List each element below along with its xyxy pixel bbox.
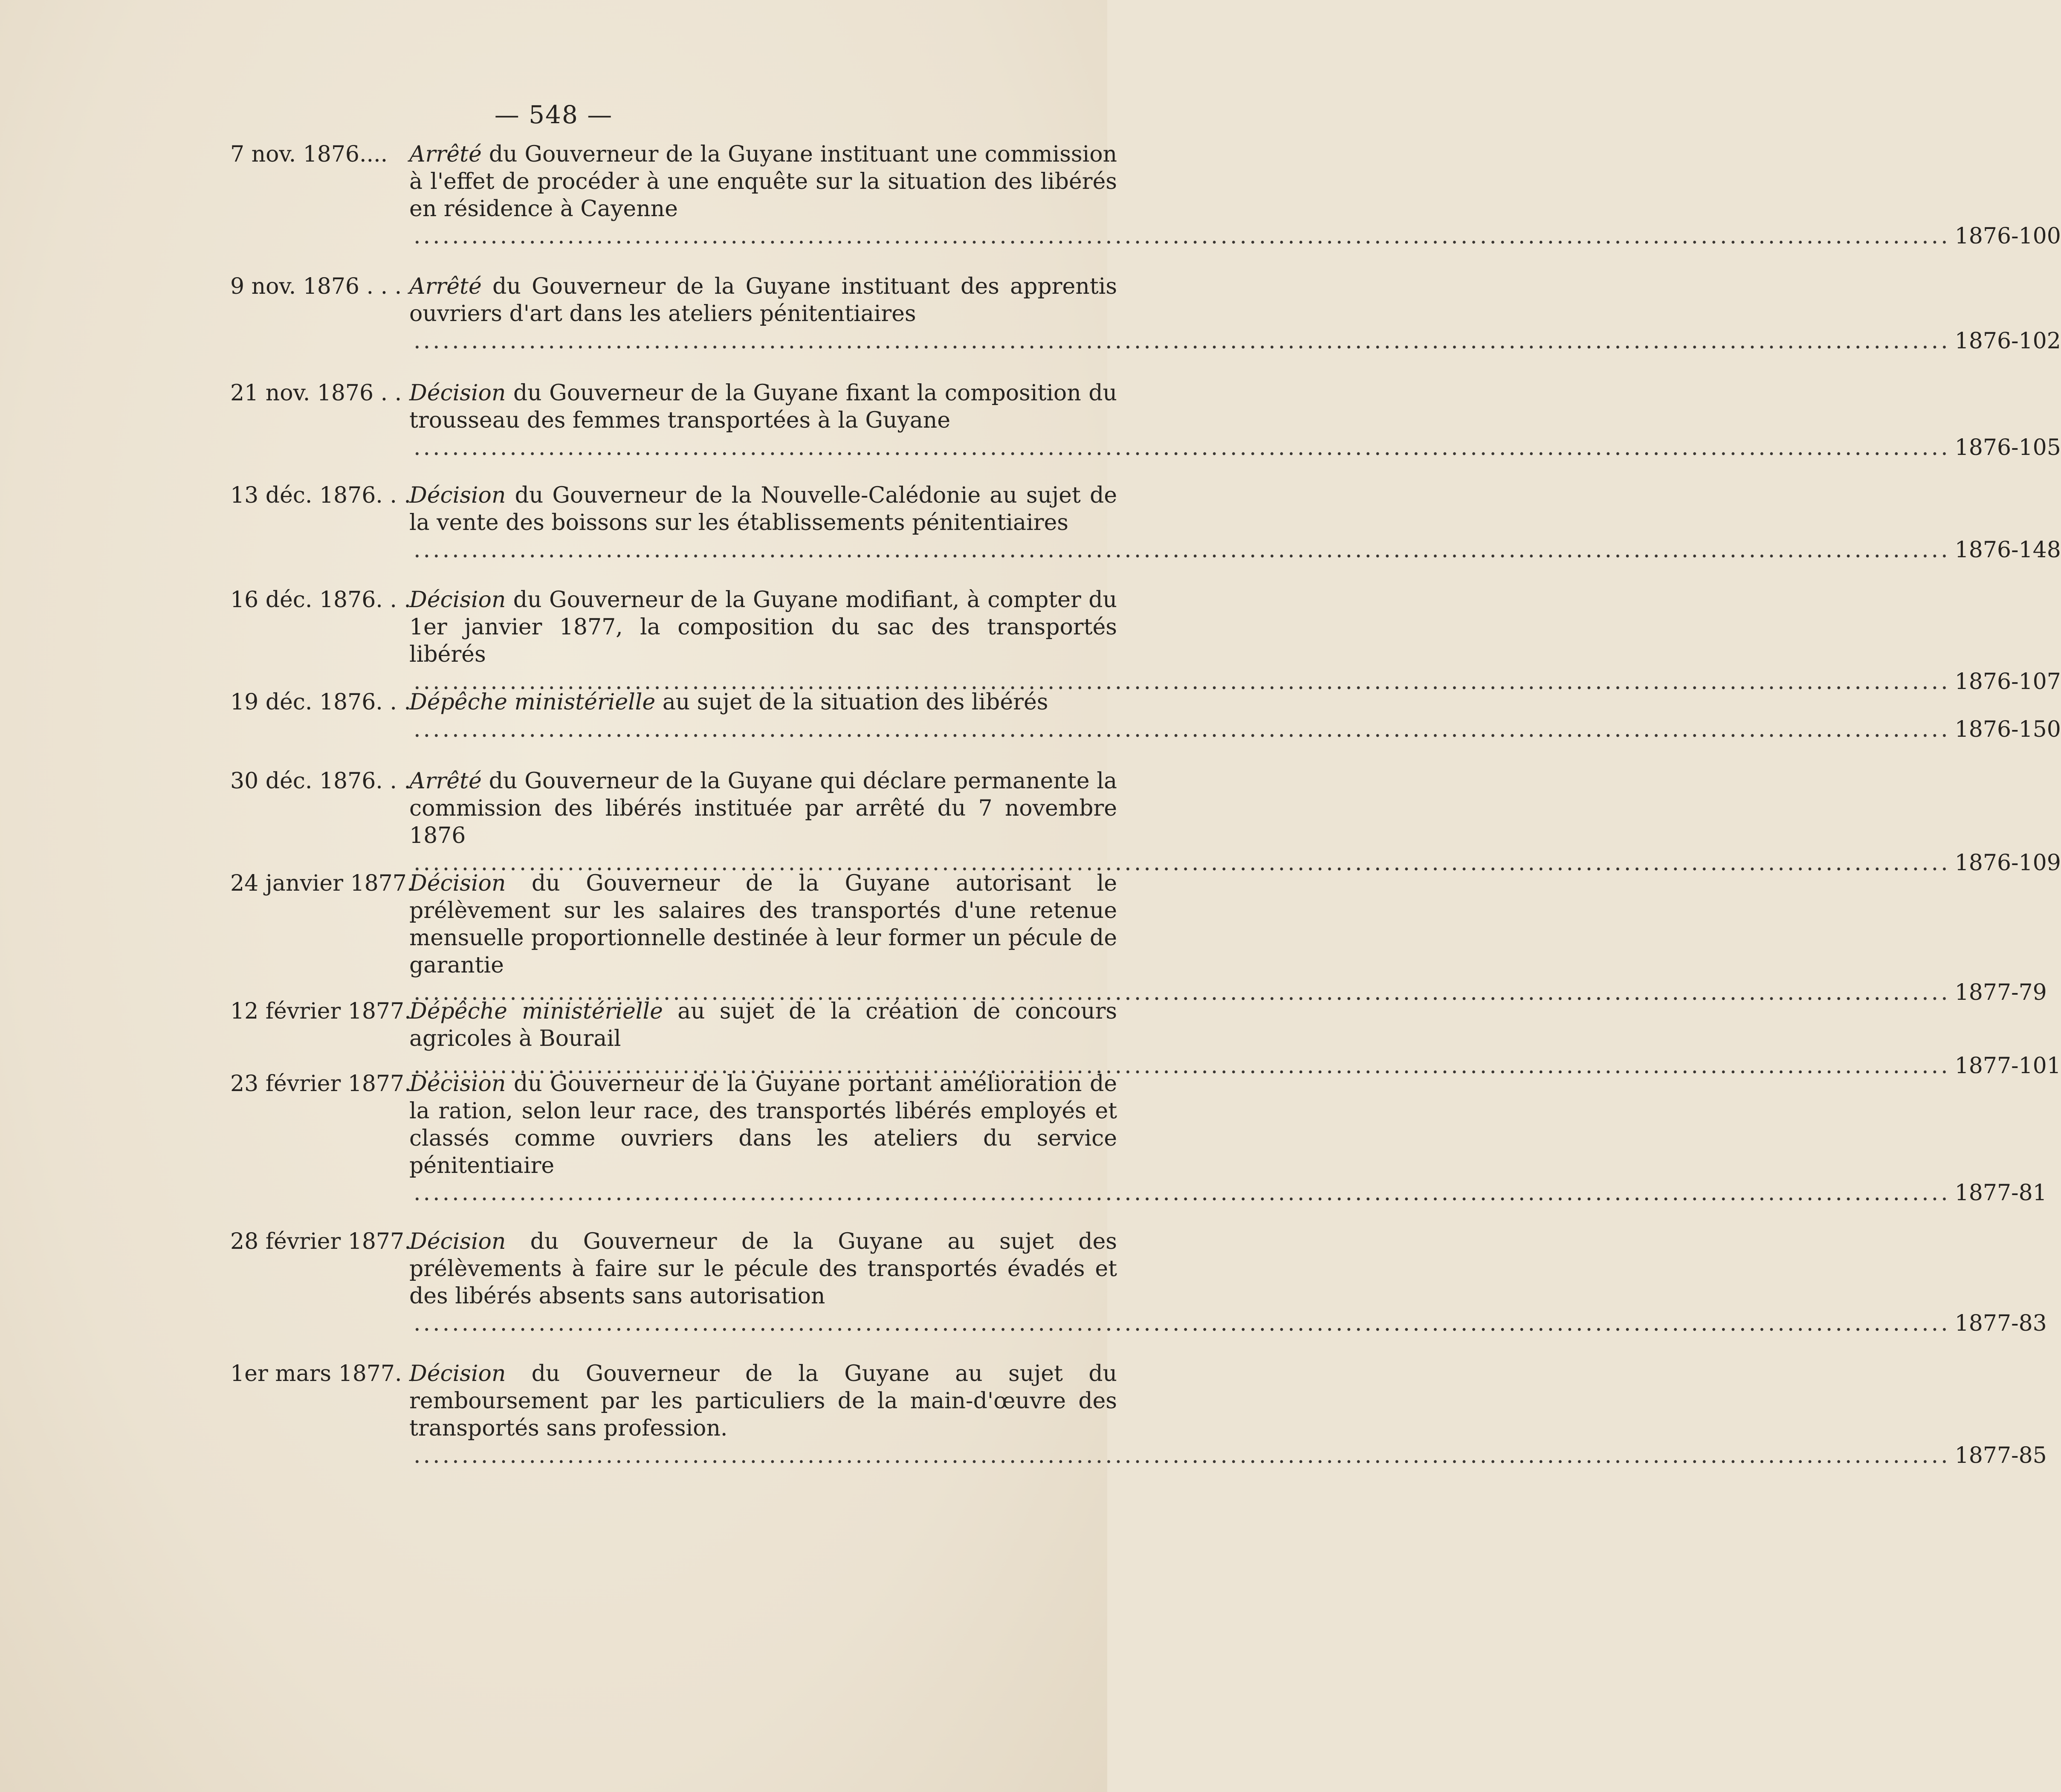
- entry-description: [409, 141, 2061, 250]
- entry-reference-line: [409, 223, 2061, 250]
- entry-reference: 1876-100: [1954, 223, 2061, 249]
- entry-date: 30 déc. 1876. . .: [230, 768, 411, 794]
- entry-text: du Gouverneur de la Guyane modifiant, à compter du 1er janvier 1877, la composition du sac des transportés libérés: [409, 587, 1117, 667]
- dot-leader: [414, 716, 1951, 743]
- dot-leader: [414, 536, 1951, 564]
- entry-document-type: Arrêté: [409, 274, 482, 299]
- entry-reference-line: [409, 1310, 2047, 1337]
- entry-text: au sujet de la création de concours agricoles à Bourail: [409, 999, 1117, 1051]
- entry-document-type: Dépêche ministérielle: [409, 999, 663, 1024]
- entry-reference: 1876-105: [1954, 435, 2061, 460]
- entry-description: [409, 689, 2061, 743]
- entry-date: 28 février 1877.: [230, 1229, 411, 1254]
- entry-text: du Gouverneur de la Guyane qui déclare permanente la commission des libérés instituée par arrêté du 7 novembre 1876: [409, 768, 1117, 848]
- entry-description: [409, 1228, 2047, 1337]
- entry-reference: 1877-79: [1954, 980, 2047, 1005]
- entry-description: [409, 273, 2061, 355]
- dot-leader: [414, 223, 1951, 250]
- dot-leader: [414, 327, 1951, 355]
- entry-document-type: Arrêté: [409, 142, 482, 167]
- entry-reference-line: [409, 716, 2061, 743]
- entry-text: du Gouverneur de la Guyane fixant la composition du trousseau des femmes transportées à la Guyane: [409, 380, 1117, 433]
- entry-date: 24 janvier 1877.: [230, 871, 414, 896]
- entry-reference: 1877-85: [1954, 1443, 2047, 1468]
- entry-reference: 1877-81: [1954, 1180, 2047, 1206]
- entry-date: 21 nov. 1876 . .: [230, 380, 402, 406]
- dot-leader: [414, 1442, 1951, 1469]
- entry-document-type: Décision: [409, 1229, 506, 1254]
- dot-leader: [414, 1179, 1951, 1207]
- entry-reference: 1876-150: [1954, 717, 2061, 742]
- entry-reference: 1876-102: [1954, 328, 2061, 354]
- entry-date: 13 déc. 1876. . .: [230, 483, 411, 508]
- entry-description: [409, 870, 2047, 1006]
- entry-text: au sujet de la situation des libérés: [662, 689, 1048, 715]
- entry-description: [409, 998, 2061, 1080]
- entry-text: du Gouverneur de la Guyane au sujet du remboursement par les particuliers de la main-d'œuvre des transportés sans profession.: [409, 1361, 1117, 1441]
- entry-document-type: Décision: [409, 1361, 506, 1387]
- entry-description: [409, 767, 2061, 877]
- dot-leader: [414, 1310, 1951, 1337]
- entry-text: du Gouverneur de la Guyane instituant une commission à l'effet de procéder à une enquête sur la situation des libérés en résidence à Cayenne: [409, 142, 1117, 222]
- entry-reference: 1877-83: [1954, 1311, 2047, 1336]
- entry-date: 7 nov. 1876....: [230, 142, 388, 167]
- entry-date: 16 déc. 1876. . .: [230, 587, 411, 613]
- entry-document-type: Décision: [409, 1071, 506, 1097]
- entry-description: [409, 379, 2061, 461]
- entry-document-type: Dépêche ministérielle: [409, 689, 656, 715]
- entry-reference: 1876-109: [1954, 850, 2061, 876]
- entry-description: [409, 1360, 2047, 1469]
- entry-text: du Gouverneur de la Guyane portant amélioration de la ration, selon leur race, des transportés libérés employés et classés comme ouvriers dans les ateliers du service pénitentiaire: [409, 1071, 1117, 1178]
- entry-reference: 1876-107: [1954, 669, 2061, 695]
- entry-reference-line: [409, 1179, 2047, 1207]
- entry-text: du Gouverneur de la Guyane instituant des apprentis ouvriers d'art dans les ateliers pénitentiaires: [409, 274, 1117, 327]
- entry-text: du Gouverneur de la Nouvelle-Calédonie au sujet de la vente des boissons sur les établissements pénitentiaires: [409, 483, 1117, 536]
- entry-reference: 1877-101: [1954, 1053, 2061, 1079]
- entry-reference-line: [409, 434, 2061, 461]
- entry-document-type: Décision: [409, 587, 506, 613]
- entry-document-type: Arrêté: [409, 768, 482, 794]
- dot-leader: [414, 434, 1951, 461]
- entry-description: [409, 586, 2061, 695]
- entry-date: 23 février 1877.: [230, 1071, 411, 1097]
- entry-date: 12 février 1877.: [230, 999, 411, 1024]
- entry-description: [409, 482, 2061, 564]
- entry-reference-line: [409, 536, 2061, 564]
- page-number: — 548 —: [494, 100, 613, 129]
- entry-reference-line: [409, 1442, 2047, 1469]
- entry-date: 1er mars 1877. .: [230, 1361, 416, 1387]
- entry-description: [409, 1070, 2047, 1207]
- entry-document-type: Décision: [409, 871, 506, 896]
- entry-reference: 1876-148: [1954, 537, 2061, 563]
- entry-text: du Gouverneur de la Guyane autorisant le prélèvement sur les salaires des transportés d'une retenue mensuelle proportionnelle destinée à leur former un pécule de garantie: [409, 871, 1117, 978]
- entry-document-type: Décision: [409, 380, 506, 406]
- entry-text: du Gouverneur de la Guyane au sujet des prélèvements à faire sur le pécule des transportés évadés et des libérés absents sans autorisation: [409, 1229, 1117, 1309]
- entry-reference-line: [409, 327, 2061, 355]
- entry-date: 9 nov. 1876 . . .: [230, 274, 402, 299]
- entry-date: 19 déc. 1876. . .: [230, 689, 411, 715]
- entry-document-type: Décision: [409, 483, 506, 508]
